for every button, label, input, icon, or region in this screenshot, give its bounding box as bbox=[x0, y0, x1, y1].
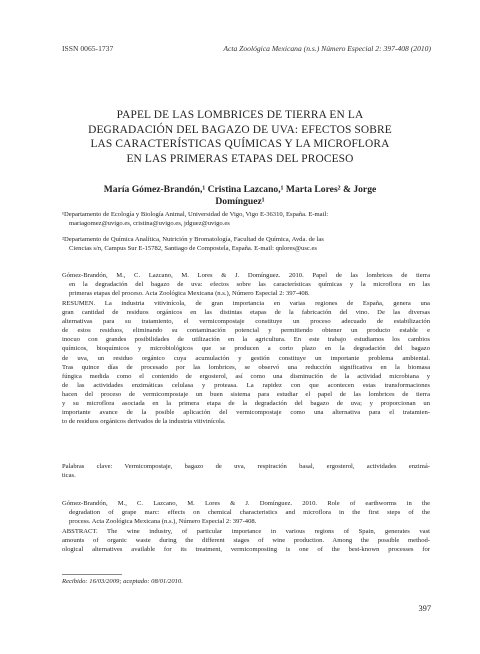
resumen-line: inocuo con grandes posibilidades de utilización en la agricultura. En este trabajo estudiamos los cambios bbox=[62, 336, 430, 344]
keywords-spanish bbox=[62, 462, 430, 480]
resumen-line: de uva, un residuo orgánico cuya acumulación y gestión constituye un importante problema ambiental. bbox=[62, 354, 430, 362]
issn-header: ISSN 0065-1737 bbox=[62, 44, 114, 53]
resumen-line: Tras quince días de procesado por las lombrices, se observó una reducción significativa en la biomasa bbox=[62, 363, 430, 371]
page-number: 397 bbox=[418, 604, 431, 613]
citation-line: primeras etapas del proceso. Acta Zoológica Mexicana (n.s.), Número Especial 2: 397-408. bbox=[69, 290, 310, 298]
citation-line: process. Acta Zoológica Mexicana (n.s.), Número Especial 2: 397-408. bbox=[69, 518, 257, 526]
resumen-line: to de residuos orgánicos derivados de la industria vitivinícola. bbox=[62, 418, 226, 426]
authors-line: Domínguez¹ bbox=[215, 196, 265, 207]
affiliation-line: ²Departamento de Química Analítica, Nutrición y Bromatología, Facultad de Química, Avda. de las bbox=[62, 236, 324, 243]
resumen-line: hacen del proceso de vermicompostaje un buen sistema para estudiar el papel de las lombrices de tierra bbox=[62, 390, 430, 398]
resumen-line: alternativas para su tratamiento, el vermicompostaje constituye un proceso adecuado de estabilización bbox=[62, 318, 430, 326]
affiliation-1 bbox=[62, 210, 432, 229]
resumen-line: gran cantidad de residuos orgánicos en las distintas etapas de la fabricación del vino. De las diversas bbox=[62, 309, 430, 317]
citation-line: Gómez-Brandón, M., C. Lazcano, M. Lores & J. Domínguez. 2010. Papel de las lombrices de tierra bbox=[62, 272, 430, 279]
title-line: DEGRADACIÓN DEL BAGAZO DE UVA: EFECTOS SOBRE bbox=[88, 123, 392, 136]
affiliation-line: ¹Departamento de Ecología y Biología Animal, Universidad de Vigo, Vigo E-36310, España. E-mail: bbox=[62, 211, 329, 218]
author-list bbox=[62, 184, 418, 208]
footnote-divider bbox=[62, 574, 122, 575]
affiliation-line: Ciencias s/n, Campus Sur E-15782, Santiago de Compostela, España. E-mail: qnlores@usc.es bbox=[69, 245, 317, 253]
resumen-line: de las actividades enzimáticas celulasa y proteasa. La rapidez con que acontecen estas transformaciones bbox=[62, 381, 430, 389]
title-line: PAPEL DE LAS LOMBRICES DE TIERRA EN LA bbox=[116, 109, 364, 121]
affiliation-line: mariagomez@uvigo.es, cristina@uvigo.es, jdguez@uvigo.es bbox=[69, 220, 230, 228]
keywords-line: Palabras clave: Vermicompostaje, bagazo de uva, respiración basal, ergosterol, actividades enzimá- bbox=[62, 463, 430, 470]
received-date: Recibido: 16/03/2009; aceptado: 08/01/2010. bbox=[62, 578, 183, 585]
citation-line: degradation of grape marc: effects on chemical characteristics and microflora in the first steps of the bbox=[69, 509, 430, 517]
keywords-line: ticas. bbox=[62, 472, 76, 480]
title-line: LAS CARACTERÍSTICAS QUÍMICAS Y LA MICROFLORA bbox=[90, 138, 390, 150]
article-title bbox=[62, 108, 418, 166]
resumen-line: importante avance de la posible aplicación del vermicompostaje como una alternativa para el tratamien- bbox=[62, 409, 430, 417]
abstract-line: ological alternatives available for its treatment, vermicomposting is one of the best-known processes for bbox=[62, 546, 430, 554]
authors-line: María Gómez-Brandón,¹ Cristina Lazcano,¹ Marta Lores² & Jorge bbox=[103, 184, 377, 195]
resumen-line: fúngica medida como el contenido de ergosterol, así como una disminución de la actividad microbiana y bbox=[62, 372, 430, 380]
abstract-line: ABSTRACT. The wine industry, of particular importance in various regions of Spain, generates vast bbox=[62, 528, 430, 535]
abstract-line: amounts of organic waste during the different stages of wine production. Among the possible method- bbox=[62, 537, 430, 545]
citation-spanish bbox=[62, 271, 430, 298]
resumen-paragraph bbox=[62, 299, 430, 426]
resumen-line: y su microflora asociada en la primera etapa de la degradación del bagazo de uva; y proporcionan un bbox=[62, 400, 430, 408]
resumen-line: de estos residuos, eliminando su contaminación potencial y permitiendo obtener un producto estable e bbox=[62, 327, 430, 335]
affiliation-2 bbox=[62, 235, 432, 254]
resumen-line: químicos, bioquímicos y microbiológicos que se producen a corto plazo en la degradación del bagazo bbox=[62, 345, 430, 353]
citation-line: en la degradación del bagazo de uva: efectos sobre las características químicas y la microflora en las bbox=[69, 281, 430, 289]
title-line: EN LAS PRIMERAS ETAPAS DEL PROCESO bbox=[126, 152, 354, 165]
citation-english bbox=[62, 499, 430, 526]
journal-header: Acta Zoológica Mexicana (n.s.) Número Especial 2: 397-408 (2010) bbox=[223, 44, 431, 53]
abstract-paragraph bbox=[62, 527, 430, 554]
citation-line: Gómez-Brandón, M., C. Lazcano, M. Lores & J. Domínguez. 2010. Role of earthworms in the bbox=[62, 500, 430, 507]
resumen-line: RESUMEN. La industria vitivinícola, de gran importancia en varias regiones de España, genera una bbox=[62, 300, 430, 307]
